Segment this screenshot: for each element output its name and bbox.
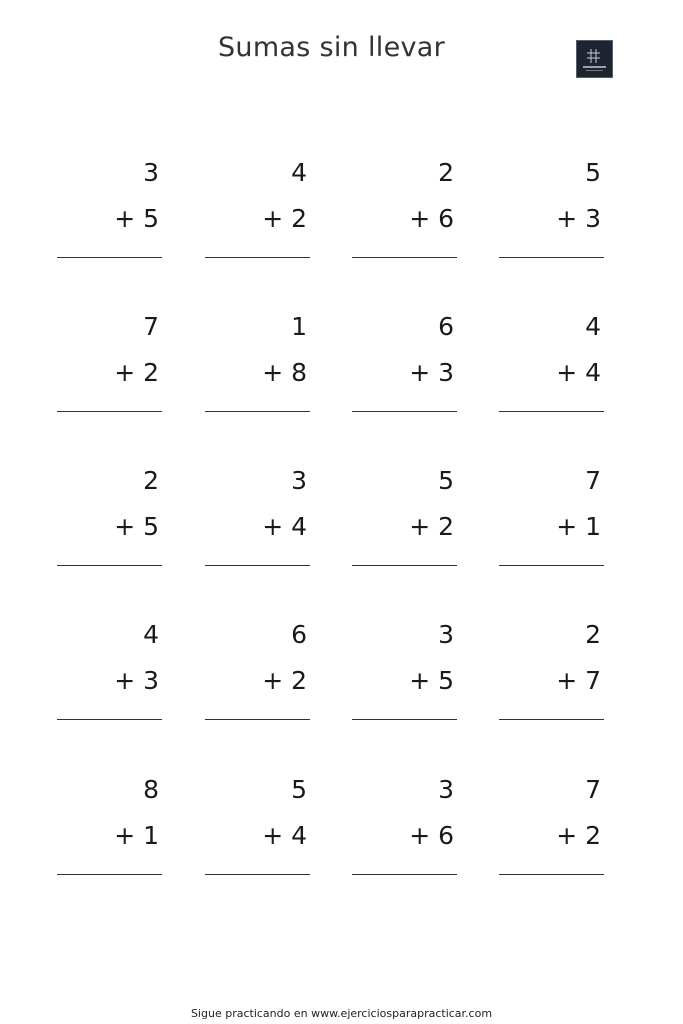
answer-line[interactable] [499,257,604,258]
addend-top: 4 [291,158,307,187]
answer-line[interactable] [352,565,457,566]
problem [205,158,311,270]
problem [499,620,605,732]
problem [57,158,163,270]
footer-text: Sigue practicando en www.ejerciciosparapracticar.com [190,1007,493,1020]
problem [352,158,458,270]
answer-line[interactable] [205,257,310,258]
problem [205,775,311,887]
answer-line[interactable] [57,719,162,720]
addend-bottom: + 2 [262,204,307,233]
addend-bottom: + 3 [114,666,159,695]
problem [205,312,311,424]
answer-line[interactable] [205,411,310,412]
addend-bottom: + 2 [409,512,454,541]
addend-bottom: + 6 [409,821,454,850]
addend-top: 3 [291,466,307,495]
problem [352,312,458,424]
addend-top: 4 [585,312,601,341]
problem [499,466,605,578]
problem [499,312,605,424]
addend-bottom: + 6 [409,204,454,233]
problem [499,158,605,270]
addend-bottom: + 2 [262,666,307,695]
problem [57,466,163,578]
problem [352,620,458,732]
addend-top: 7 [143,312,159,341]
addend-bottom: + 5 [114,204,159,233]
addend-bottom: + 2 [556,821,601,850]
addend-bottom: + 4 [262,512,307,541]
addend-top: 2 [438,158,454,187]
addend-top: 7 [585,775,601,804]
answer-line[interactable] [57,257,162,258]
addend-top: 2 [585,620,601,649]
addend-bottom: + 3 [409,358,454,387]
addend-bottom: + 4 [262,821,307,850]
answer-line[interactable] [57,874,162,875]
answer-line[interactable] [352,257,457,258]
problem [205,620,311,732]
addend-top: 5 [438,466,454,495]
addend-bottom: + 5 [114,512,159,541]
addend-bottom: + 8 [262,358,307,387]
problem [499,775,605,887]
answer-line[interactable] [205,874,310,875]
addend-top: 5 [585,158,601,187]
addend-bottom: + 1 [556,512,601,541]
page-title: Sumas sin llevar [217,32,446,63]
answer-line[interactable] [205,719,310,720]
addend-top: 3 [438,775,454,804]
answer-line[interactable] [352,411,457,412]
addend-bottom: + 7 [556,666,601,695]
problem [57,620,163,732]
addend-top: 6 [438,312,454,341]
addend-top: 7 [585,466,601,495]
problem [57,775,163,887]
addend-bottom: + 3 [556,204,601,233]
addend-top: 4 [143,620,159,649]
answer-line[interactable] [352,719,457,720]
addend-bottom: + 4 [556,358,601,387]
addend-top: 1 [291,312,307,341]
addend-bottom: + 5 [409,666,454,695]
addend-top: 8 [143,775,159,804]
addend-top: 5 [291,775,307,804]
problem [352,466,458,578]
answer-line[interactable] [499,565,604,566]
addend-top: 6 [291,620,307,649]
problem [352,775,458,887]
answer-line[interactable] [205,565,310,566]
addend-bottom: + 1 [114,821,159,850]
answer-line[interactable] [499,719,604,720]
answer-line[interactable] [57,565,162,566]
problem [57,312,163,424]
addend-bottom: + 2 [114,358,159,387]
answer-line[interactable] [57,411,162,412]
addend-top: 3 [438,620,454,649]
addend-top: 3 [143,158,159,187]
answer-line[interactable] [499,874,604,875]
addend-top: 2 [143,466,159,495]
answer-line[interactable] [499,411,604,412]
problem [205,466,311,578]
answer-line[interactable] [352,874,457,875]
